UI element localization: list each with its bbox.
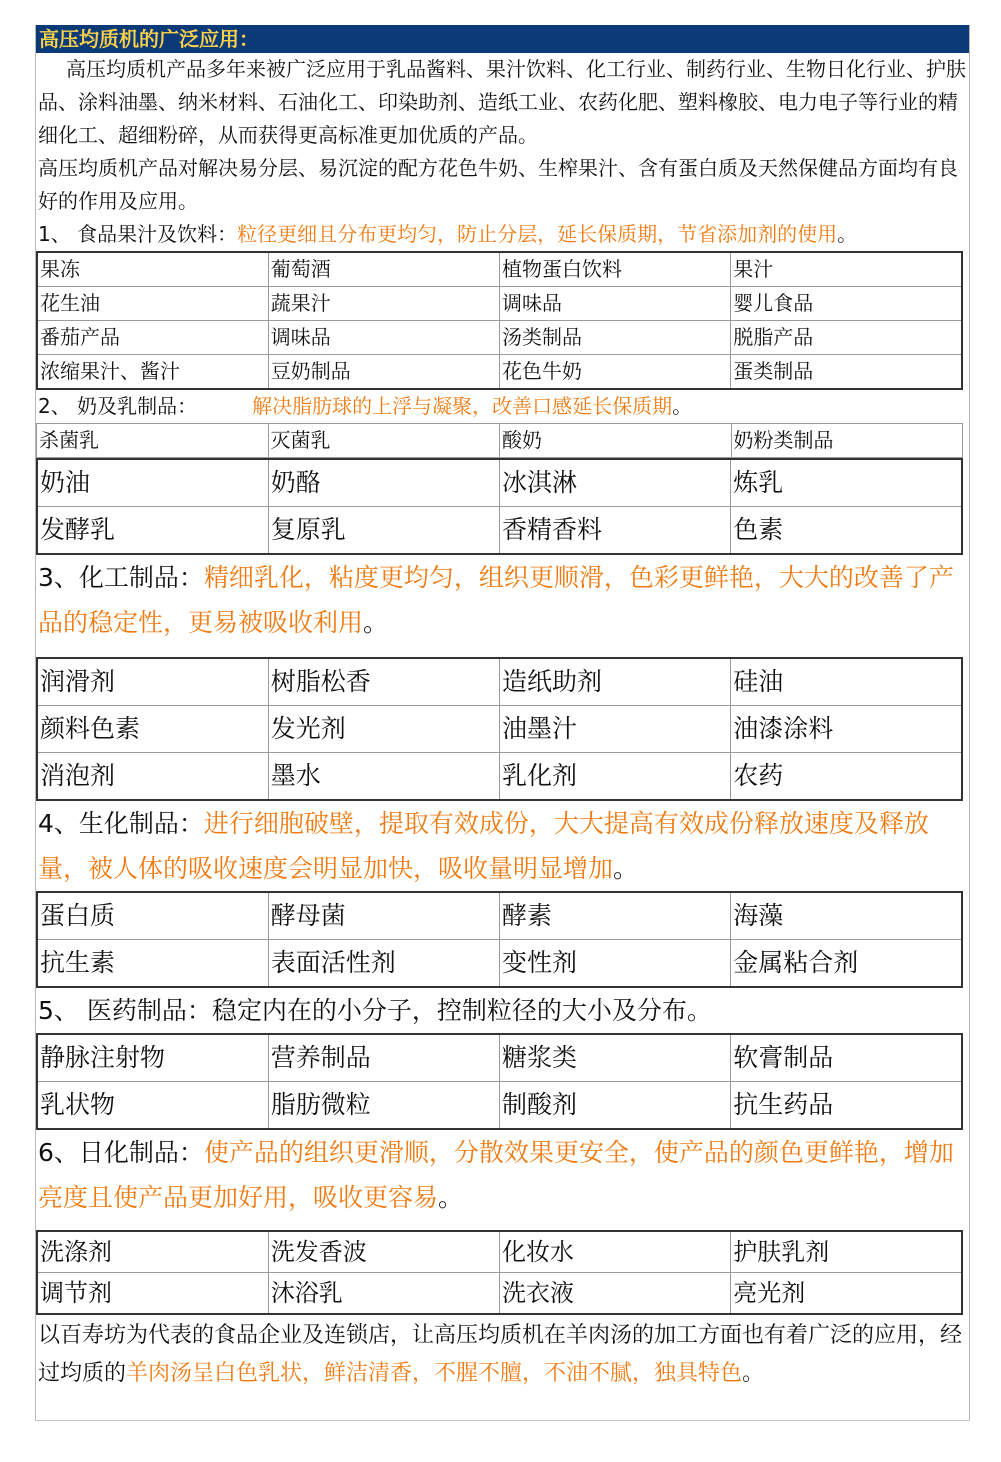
- section-4-desc: 进行细胞破壁，提取有效成份，大大提高有效成份释放速度及释放量，被人体的吸收速度会明显加快，吸收量明显增加: [38, 809, 929, 883]
- section-4-table: [36, 891, 963, 988]
- section-4-label: 4、生化制品：: [38, 809, 204, 838]
- section-4-end: 。: [613, 854, 639, 883]
- table-cell: 静脉注射物: [37, 1034, 268, 1082]
- table-cell: 汤类制品: [500, 321, 731, 355]
- section-5-end: 。: [686, 996, 712, 1025]
- table-cell: 灭菌乳: [268, 424, 500, 458]
- table-cell: 抗生药品: [731, 1082, 962, 1130]
- table-row: [37, 658, 962, 706]
- table-cell: 油漆涂料: [731, 706, 962, 753]
- table-cell: 浓缩果汁、酱汁: [37, 355, 268, 390]
- section-1-end: 。: [837, 222, 858, 246]
- table-row: [37, 507, 962, 555]
- table-cell: 洗发香波: [268, 1231, 499, 1273]
- table-cell: 润滑剂: [37, 658, 268, 706]
- table-cell: 花色牛奶: [500, 355, 731, 390]
- table-cell: 抗生素: [37, 940, 268, 988]
- section-1-heading: [36, 218, 969, 251]
- intro-paragraph-2: 高压均质机产品对解决易分层、易沉淀的配方花色牛奶、生榨果汁、含有蛋白质及天然保健品方面均有良好的作用及应用。: [38, 156, 958, 213]
- table-cell: 消泡剂: [37, 753, 268, 801]
- table-cell: 发光剂: [268, 706, 499, 753]
- table-cell: 酸奶: [500, 424, 732, 458]
- section-1-table: [36, 251, 963, 390]
- table-cell: 造纸助剂: [500, 658, 731, 706]
- table-cell: 花生油: [37, 287, 268, 321]
- table-cell: 冰淇淋: [500, 459, 731, 507]
- section-6-label: 6、日化制品：: [38, 1138, 204, 1167]
- table-cell: 香精香料: [500, 507, 731, 555]
- table-cell: 糖浆类: [500, 1034, 731, 1082]
- section-3-end: 。: [363, 608, 389, 637]
- section-3-table: [36, 657, 963, 801]
- closing-paragraph: [36, 1315, 969, 1393]
- table-cell: 变性剂: [500, 940, 731, 988]
- table-cell: 植物蛋白饮料: [500, 252, 731, 287]
- table-cell: 墨水: [268, 753, 499, 801]
- table-cell: 护肤乳剂: [731, 1231, 962, 1273]
- table-row: [37, 1034, 962, 1082]
- table-row: [37, 892, 962, 940]
- table-cell: 脱脂产品: [731, 321, 962, 355]
- table-cell: 杀菌乳: [37, 424, 269, 458]
- section-6-table: [36, 1230, 963, 1315]
- table-row: [37, 1231, 962, 1273]
- table-cell: 果汁: [731, 252, 962, 287]
- table-row: [37, 459, 962, 507]
- table-cell: 制酸剂: [500, 1082, 731, 1130]
- table-row: [37, 1273, 962, 1315]
- section-4-heading: [36, 801, 969, 891]
- table-cell: 海藻: [731, 892, 962, 940]
- table-cell: 软膏制品: [731, 1034, 962, 1082]
- closing-text: 以百寿坊为代表的食品企业及连锁店，让高压均质机在羊肉汤的加工方面也有着广泛的应用，经过均质的: [38, 1323, 963, 1386]
- table-cell: 色素: [731, 507, 962, 555]
- table-cell: 婴儿食品: [731, 287, 962, 321]
- table-cell: 炼乳: [731, 459, 962, 507]
- table-cell: 豆奶制品: [268, 355, 499, 390]
- table-cell: 调味品: [268, 321, 499, 355]
- table-cell: 乳状物: [37, 1082, 268, 1130]
- table-cell: 亮光剂: [731, 1273, 962, 1315]
- table-cell: 奶油: [37, 459, 268, 507]
- closing-end: 。: [742, 1361, 765, 1386]
- table-cell: 脂肪微粒: [268, 1082, 499, 1130]
- section-5-table: [36, 1033, 963, 1130]
- table-cell: 树脂松香: [268, 658, 499, 706]
- table-cell: 调节剂: [37, 1273, 268, 1315]
- table-row: [37, 1082, 962, 1130]
- section-6-desc: 使产品的组织更滑顺，分散效果更安全，使产品的颜色更鲜艳，增加亮度且使产品更加好用，吸收更容易: [38, 1138, 954, 1212]
- section-6-heading: [36, 1130, 969, 1220]
- table-cell: 油墨汁: [500, 706, 731, 753]
- section-2-heading: [36, 390, 969, 423]
- table-cell: 洗衣液: [500, 1273, 731, 1315]
- table-cell: 蛋白质: [37, 892, 268, 940]
- table-cell: 酵母菌: [268, 892, 499, 940]
- table-cell: 复原乳: [268, 507, 499, 555]
- table-cell: 番茄产品: [37, 321, 268, 355]
- table-cell: 颜料色素: [37, 706, 268, 753]
- table-row: [37, 321, 962, 355]
- table-cell: 奶粉类制品: [731, 424, 963, 458]
- table-cell: 蔬果汁: [268, 287, 499, 321]
- table-row: [37, 940, 962, 988]
- table-cell: 表面活性剂: [268, 940, 499, 988]
- table-cell: 硅油: [731, 658, 962, 706]
- document-page: [35, 25, 970, 1421]
- table-row: [37, 355, 962, 390]
- table-cell: 化妆水: [500, 1231, 731, 1273]
- section-2-end: 。: [672, 394, 693, 418]
- section-2-table: [36, 458, 963, 555]
- table-cell: 营养制品: [268, 1034, 499, 1082]
- table-row: [37, 252, 962, 287]
- table-cell: 果冻: [37, 252, 268, 287]
- section-2-label: 2、 奶及乳制品：: [38, 394, 198, 418]
- page-title: 高压均质机的广泛应用：: [36, 25, 969, 53]
- section-2-header-table: [36, 423, 963, 458]
- section-2-desc: 解决脂肪球的上浮与凝聚，改善口感延长保质期: [252, 394, 673, 418]
- section-5-desc: 稳定内在的小分子，控制粒径的大小及分布: [211, 996, 687, 1025]
- section-6-end: 。: [438, 1183, 464, 1212]
- table-cell: 洗涤剂: [37, 1231, 268, 1273]
- table-cell: 农药: [731, 753, 962, 801]
- section-3-desc: 精细乳化，粘度更均匀，组织更顺滑，色彩更鲜艳，大大的改善了产品的稳定性，更易被吸收利用: [38, 563, 954, 637]
- section-5-label: 5、 医药制品：: [38, 996, 212, 1025]
- section-1-label: 1、 食品果汁及饮料：: [38, 222, 238, 246]
- section-5-heading: [36, 988, 969, 1033]
- table-row: [37, 753, 962, 801]
- table-cell: 沐浴乳: [268, 1273, 499, 1315]
- table-cell: 蛋类制品: [731, 355, 962, 390]
- intro-paragraph-1: 高压均质机产品多年来被广泛应用于乳品酱料、果汁饮料、化工行业、制药行业、生物日化行业、护肤品、涂料油墨、纳米材料、石油化工、印染助剂、造纸工业、农药化肥、塑料橡胶、电力电子等行业的精细化工、超细粉碎，从而获得更高标准更加优质的产品。: [38, 57, 966, 147]
- table-row: [37, 287, 962, 321]
- table-row: [37, 706, 962, 753]
- table-cell: 乳化剂: [500, 753, 731, 801]
- section-1-desc: 粒径更细且分布更均匀，防止分层，延长保质期，节省添加剂的使用: [237, 222, 838, 246]
- section-3-heading: [36, 555, 969, 645]
- table-cell: 酵素: [500, 892, 731, 940]
- table-cell: 调味品: [500, 287, 731, 321]
- table-cell: 葡萄酒: [268, 252, 499, 287]
- section-3-label: 3、化工制品：: [38, 563, 204, 592]
- closing-highlight: 羊肉汤呈白色乳状，鲜洁清香，不腥不膻，不油不腻，独具特色: [126, 1361, 743, 1386]
- table-cell: 金属粘合剂: [731, 940, 962, 988]
- table-row: [37, 424, 963, 458]
- table-cell: 奶酪: [268, 459, 499, 507]
- table-cell: 发酵乳: [37, 507, 268, 555]
